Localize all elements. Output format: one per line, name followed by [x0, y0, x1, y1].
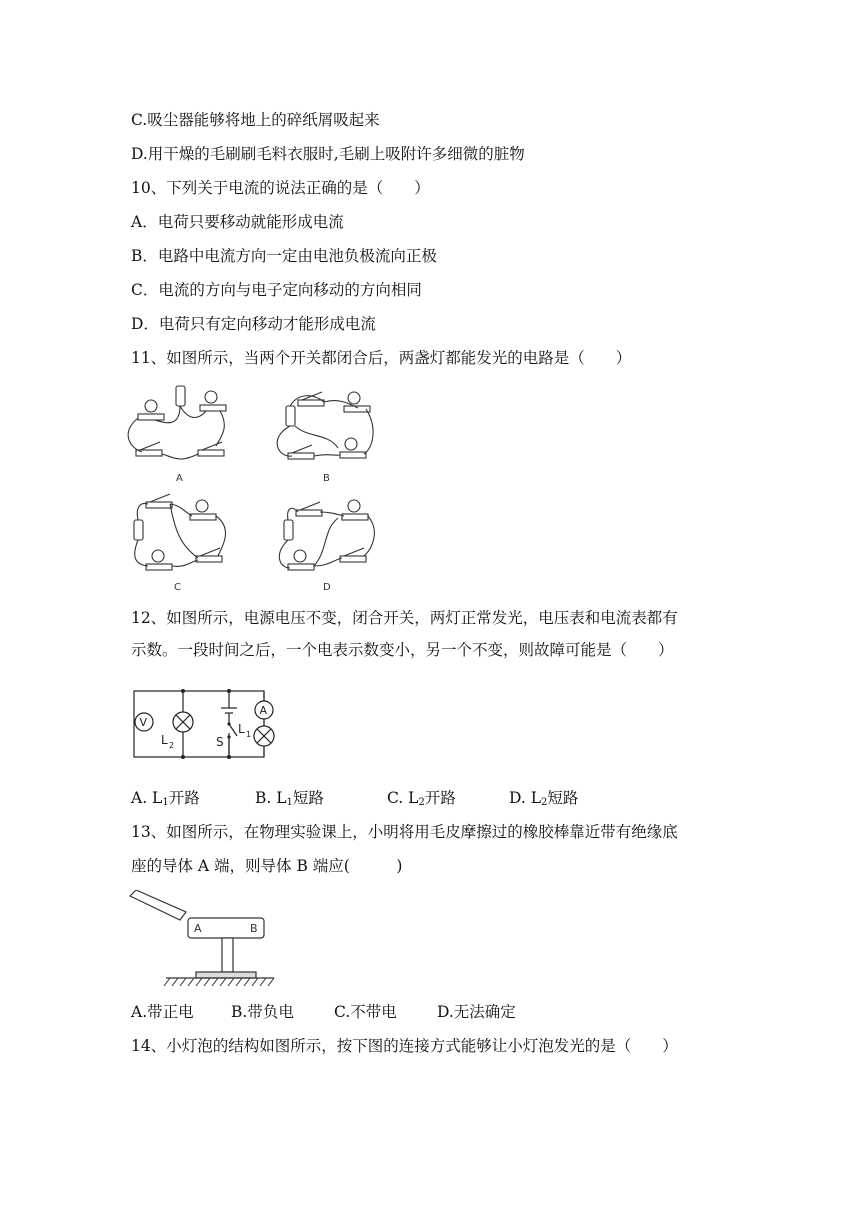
- q12-lamp1-label: L: [238, 722, 245, 736]
- q13-rubber-rod: [130, 890, 186, 920]
- q13-stem-line1: 13、如图所示，在物理实验课上，小明将用毛皮摩擦过的橡胶棒靠近带有绝缘底: [131, 823, 678, 841]
- q13-end-a-label: A: [194, 922, 202, 935]
- q12-lamp1-sub: 1: [246, 730, 252, 739]
- q11-stem: 11、如图所示，当两个开关都闭合后，两盏灯都能发光的电路是（ ）: [131, 349, 632, 367]
- q12-lamp2-sub: 2: [169, 741, 175, 750]
- q12-lamp2-label: L: [161, 733, 168, 747]
- q12-option-c: C. $L_2$开路: [387, 789, 456, 808]
- q11-figure-c: [134, 494, 226, 570]
- q10-option-c: C．电流的方向与电子定向移动的方向相同: [131, 281, 422, 299]
- q12-circuit-diagram: [128, 684, 288, 764]
- q13-option-d: D.无法确定: [437, 1003, 516, 1021]
- q11-label-b: B: [323, 473, 330, 484]
- q9-option-c: C.吸尘器能够将地上的碎纸屑吸起来: [131, 111, 380, 129]
- q12-option-d: D. $L_2$短路: [509, 789, 579, 808]
- q12-ammeter-label: A: [259, 704, 268, 717]
- q12-stem-line1: 12、如图所示，电源电压不变，闭合开关，两灯正常发光，电压表和电流表都有: [131, 609, 678, 627]
- q10-stem: 10、下列关于电流的说法正确的是（ ）: [131, 179, 430, 197]
- q14-stem: 14、小灯泡的结构如图所示，按下图的连接方式能够让小灯泡发光的是（ ）: [131, 1037, 678, 1055]
- q11-figure-a: [128, 386, 226, 459]
- q11-figure-b: [277, 392, 373, 459]
- q10-option-a: A．电荷只要移动就能形成电流: [131, 213, 344, 231]
- q10-option-b: B．电路中电流方向一定由电池负极流向正极: [131, 247, 437, 265]
- q9-option-d: D.用干燥的毛刷刷毛料衣服时,毛刷上吸附许多细微的脏物: [131, 145, 525, 163]
- q11-circuit-figures: [120, 378, 400, 596]
- q12-option-b: B. $L_1$短路: [255, 789, 324, 808]
- q13-stem-line2: 座的导体 A 端，则导体 B 端应( ): [131, 857, 403, 875]
- q12-stem-line2: 示数。一段时间之后，一个电表示数变小，另一个不变，则故障可能是（ ）: [131, 641, 674, 659]
- q11-label-c: C: [174, 582, 181, 593]
- q13-option-a: A.带正电: [131, 1003, 194, 1021]
- q12-switch-label: S: [216, 735, 224, 749]
- q12-voltmeter-label: V: [139, 716, 148, 729]
- q13-insulating-stand: [222, 938, 233, 972]
- q11-label-a: A: [176, 473, 183, 484]
- q13-conductor-figure: [126, 890, 286, 990]
- q13-end-b-label: B: [250, 922, 258, 935]
- q13-option-c: C.不带电: [334, 1003, 397, 1021]
- q13-option-b: B.带负电: [231, 1003, 294, 1021]
- q12-option-a: A. $L_1$开路: [131, 789, 200, 808]
- q11-figure-d: [279, 500, 374, 570]
- q10-option-d: D．电荷只有定向移动才能形成电流: [131, 315, 376, 333]
- q13-base: [196, 972, 256, 978]
- q11-label-d: D: [323, 582, 331, 593]
